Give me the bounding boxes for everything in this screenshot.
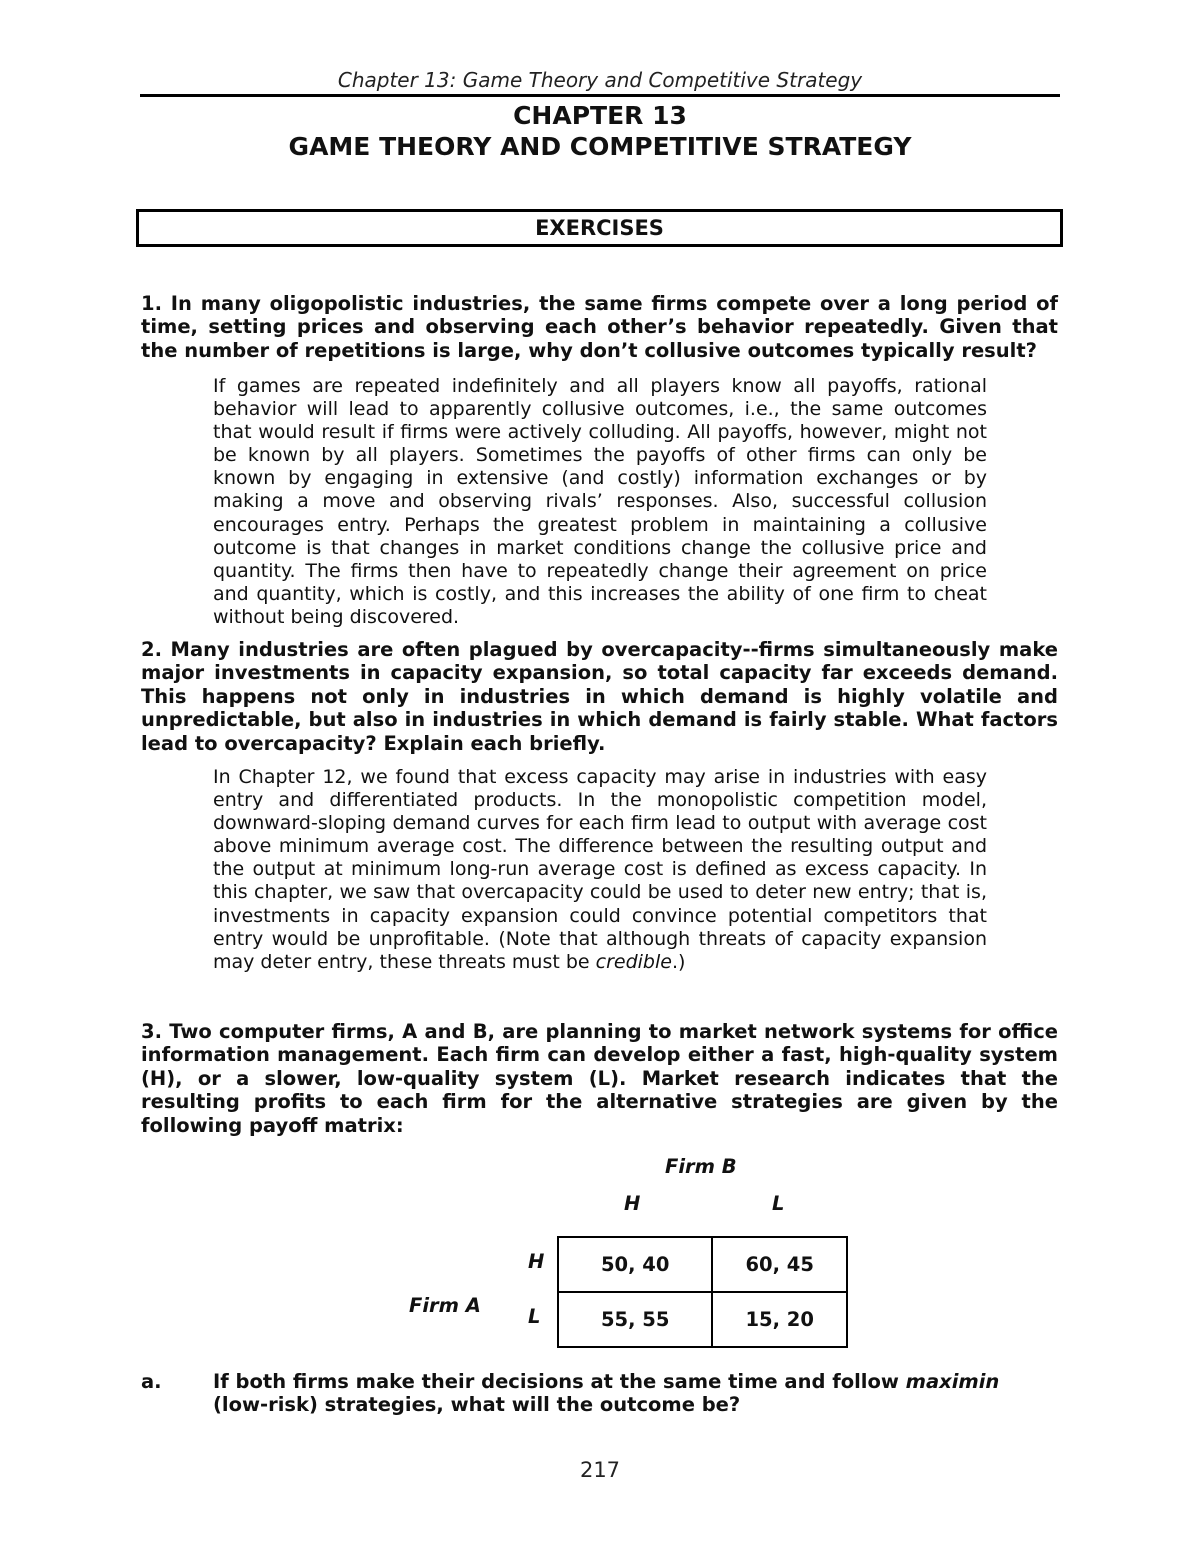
answer-2-text: In Chapter 12, we found that excess capacity may arise in industries with easy entry and differentiated products. In the monopolistic competition model, downward-sloping demand curves for each firm lead to output with average cost above minimum average cost. The difference between the resulting output and the output at minimum long-run average cost is defined as excess capacity. In this chapter, we saw that overcapacity could be used to deter new entry; that is, investments in capacity expansion could convince potential competitors that entry would be unprofitable. (Note that although threats of capacity expansion may deter entry, these threats must be (213, 766, 987, 973)
column-strategy-l: L (772, 1192, 785, 1215)
column-player-label: Firm B (665, 1155, 737, 1178)
payoff-cell: 15, 20 (712, 1292, 847, 1347)
sub-question-label: a. (141, 1370, 162, 1393)
running-header: Chapter 13: Game Theory and Competitive Strategy (337, 68, 863, 92)
chapter-name: GAME THEORY AND COMPETITIVE STRATEGY (288, 132, 912, 161)
sub-question-a (141, 1370, 1058, 1417)
sub-question-text-end: (low-risk) strategies, what will the outcome be? (213, 1393, 741, 1417)
payoff-cell: 50, 40 (558, 1237, 712, 1292)
chapter-number: CHAPTER 13 (513, 101, 687, 130)
payoff-cell: 55, 55 (558, 1292, 712, 1347)
answer-2-end: .) (671, 950, 686, 973)
row-strategy-l: L (528, 1305, 541, 1328)
column-strategy-h: H (624, 1192, 641, 1215)
sub-question-emphasis: maximin (905, 1370, 1000, 1393)
question-2: 2. Many industries are often plagued by overcapacity--firms simultaneously make major investments in capacity expansion, so total capacity far exceeds demand. This happens not only in industries in which demand is highly volatile and unpredictable, but also in industries in which demand is fairly stable. What factors lead to overcapacity? Explain each briefly. (141, 638, 1058, 755)
payoff-cell: 60, 45 (712, 1237, 847, 1292)
payoff-row (558, 1292, 847, 1347)
question-3: 3. Two computer firms, A and B, are planning to market network systems for office information management. Each firm can develop either a fast, high-quality system (H), or a slower, low-quality system (L). Market research indicates that the resulting profits to each firm for the alternative strategies are given by the following payoff matrix: (141, 1020, 1058, 1137)
sub-question-text-start: If both firms make their decisions at the same time and follow (213, 1370, 906, 1393)
answer-2-emphasis: credible (595, 950, 672, 973)
answer-1: If games are repeated indefinitely and all players know all payoffs, rational behavior will lead to apparently collusive outcomes, i.e., the same outcomes that would result if firms were actively colluding. All payoffs, however, might not be known by all players. Sometimes the payoffs of other firms can only be known by engaging in extensive (and costly) information exchanges or by making a move and observing rivals’ responses. Also, successful collusion encourages entry. Perhaps the greatest problem in maintaining a collusive outcome is that changes in market conditions change the collusive price and quantity. The firms then have to repeatedly change their agreement on price and quantity, which is costly, and this increases the ability of one firm to cheat without being discovered. (213, 375, 987, 628)
payoff-grid (557, 1236, 848, 1348)
payoff-row (558, 1237, 847, 1292)
row-player-label: Firm A (409, 1294, 481, 1317)
exercises-heading: EXERCISES (136, 209, 1063, 247)
sub-question-text (213, 1370, 1058, 1417)
row-strategy-h: H (528, 1250, 545, 1273)
question-1: 1. In many oligopolistic industries, the same firms compete over a long period of time, setting prices and observing each other’s behavior repeatedly. Given that the number of repetitions is large, why don’t collusive outcomes typically result? (141, 292, 1058, 362)
page-number: 217 (579, 1458, 621, 1482)
